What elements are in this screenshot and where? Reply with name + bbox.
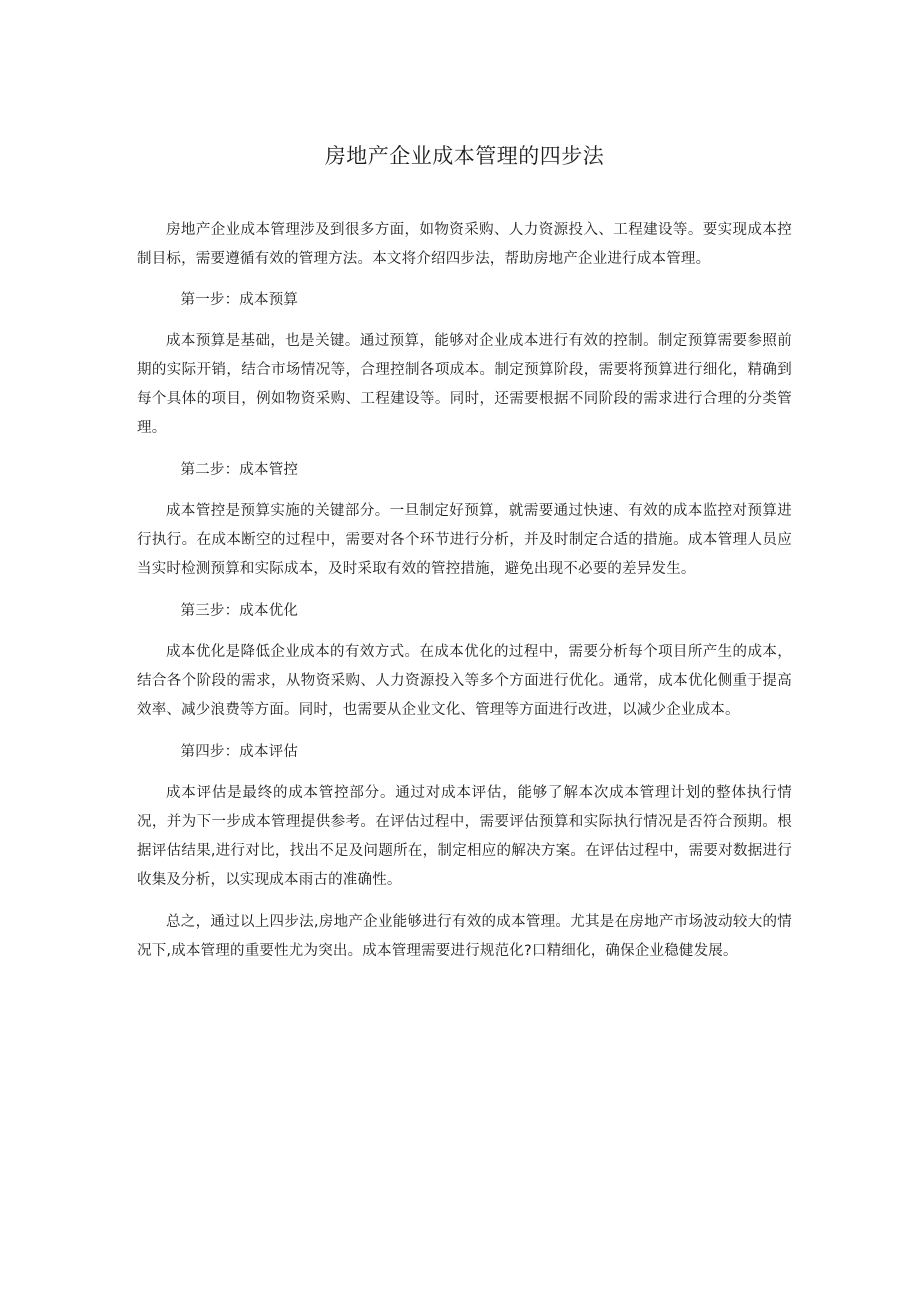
step-1-paragraph: 成本预算是基础，也是关键。通过预算，能够对企业成本进行有效的控制。制定预算需要参照前期的实际开销，结合市场情况等，合理控制各项成本。制定预算阶段，需要将预算进行细化，精确到每个具体的项目，例如物资采购、工程建设等。同时，还需要根据不同阶段的需求进行合理的分类管理。: [137, 333, 792, 436]
step-3-heading: 第三步：成本优化: [180, 603, 299, 619]
document-title: 房地产企业成本管理的四步法: [324, 144, 605, 168]
step-1-heading: 第一步：成本预算: [180, 292, 299, 308]
step-2-heading: 第二步：成本管控: [180, 462, 299, 478]
step-2-paragraph: 成本管控是预算实施的关键部分。一旦制定好预算，就需要通过快速、有效的成本监控对预算进行执行。在成本断空的过程中，需要对各个环节进行分析，并及时制定合适的措施。成本管理人员应当实时检测预算和实际成本，及时采取有效的管控措施，避免出现不必要的差异发生。: [137, 503, 792, 577]
step-4-heading: 第四步：成本评估: [180, 744, 299, 760]
step-3-paragraph: 成本优化是降低企业成本的有效方式。在成本优化的过程中，需要分析每个项目所产生的成本，结合各个阶段的需求，从物资采购、人力资源投入等多个方面进行优化。通常，成本优化侧重于提高效率、减少浪费等方面。同时，也需要从企业文化、管理等方面进行改进，以减少企业成本。: [137, 644, 792, 718]
intro-paragraph: 房地产企业成本管理涉及到很多方面，如物资采购、人力资源投入、工程建设等。要实现成本控制目标，需要遵循有效的管理方法。本文将介绍四步法，帮助房地产企业进行成本管理。: [137, 222, 792, 267]
document-body: [137, 216, 792, 966]
conclusion-paragraph: 总之，通过以上四步法,房地产企业能够进行有效的成本管理。尤其是在房地产市场波动较大的情况下,成本管理的重要性尤为突出。成本管理需要进行规范化?口精细化，确保企业稳健发展。: [137, 914, 792, 959]
step-4-paragraph: 成本评估是最终的成本管控部分。通过对成本评估，能够了解本次成本管理计划的整体执行情况，并为下一步成本管理提供参考。在评估过程中，需要评估预算和实际执行情况是否符合预期。根据评估结果,进行对比，找出不足及问题所在，制定相应的解决方案。在评估过程中，需要对数据进行收集及分析，以实现成本雨古的准确性。: [137, 785, 792, 888]
